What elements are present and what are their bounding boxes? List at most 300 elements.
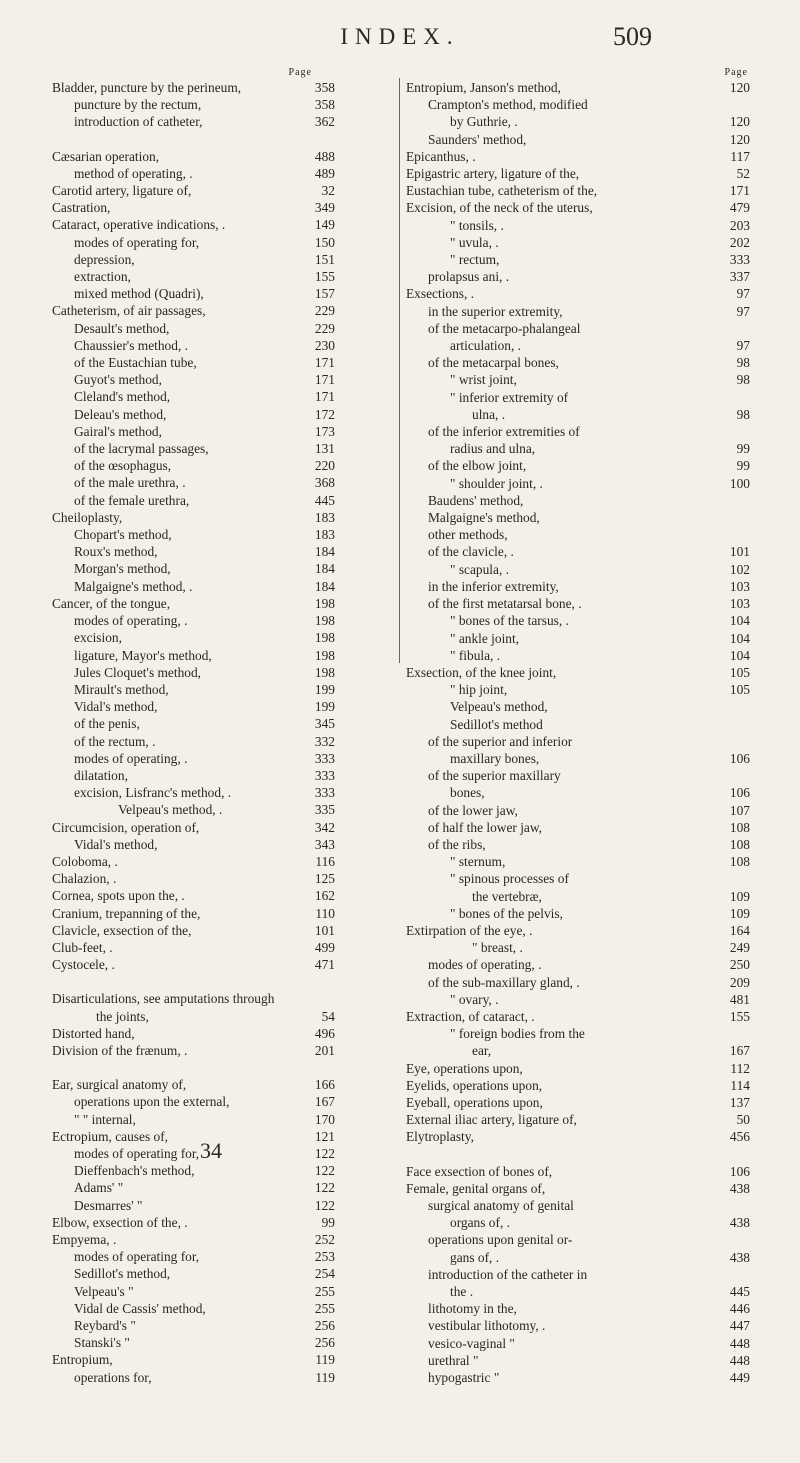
entry-text: modes of operating for, xyxy=(74,1249,200,1265)
entry-page-number: 448 xyxy=(729,1335,750,1351)
entry-page-number: 229 xyxy=(314,320,335,336)
entry-text: " bones of the pelvis, xyxy=(450,905,563,921)
entry-text: Eyelids, operations upon, xyxy=(406,1077,543,1093)
entry-text: Cranium, trepanning of the, xyxy=(52,905,201,921)
index-entry xyxy=(406,234,750,251)
entry-page-number: 445 xyxy=(729,1284,750,1300)
index-entry-list xyxy=(52,79,395,1386)
page-column-heading: Page xyxy=(724,67,748,78)
entry-text: of the œsophagus, xyxy=(74,458,172,474)
entry-text: vesico-vaginal " xyxy=(428,1335,515,1351)
entry-text: Clavicle, exsection of the, xyxy=(52,922,192,938)
entry-page-number: 116 xyxy=(315,853,335,869)
entry-page-number: 155 xyxy=(729,1008,750,1024)
entry-text: of the first metatarsal bone, . xyxy=(428,596,582,612)
entry-text: Exsections, . xyxy=(406,286,475,302)
index-entry xyxy=(52,1317,395,1334)
index-entry xyxy=(406,802,750,819)
entry-text: of the female urethra, xyxy=(74,492,190,508)
entry-page-number: 456 xyxy=(729,1129,750,1145)
index-entry xyxy=(406,974,750,991)
index-entry xyxy=(52,1300,395,1317)
entry-gap xyxy=(406,1146,750,1163)
entry-text: other methods, xyxy=(428,527,508,543)
entry-text: Vidal's method, xyxy=(74,699,158,715)
entry-page-number: 171 xyxy=(314,372,335,388)
entry-page-number: 167 xyxy=(729,1043,750,1059)
index-entry xyxy=(52,733,395,750)
index-column-left xyxy=(52,66,395,1386)
index-entry xyxy=(52,956,395,973)
entry-text: dilatation, xyxy=(74,767,128,783)
entry-text: " sternum, xyxy=(450,854,506,870)
entry-page-number: 255 xyxy=(314,1300,335,1316)
entry-page-number: 151 xyxy=(314,251,335,267)
entry-page-number: 249 xyxy=(729,940,750,956)
entry-text: Cheiloplasty, xyxy=(52,509,123,525)
index-entry xyxy=(52,836,395,853)
entry-page-number: 499 xyxy=(314,939,335,955)
entry-page-number: 349 xyxy=(314,200,335,216)
entry-page-number: 104 xyxy=(729,647,750,663)
index-entry xyxy=(406,819,750,836)
entry-page-number: 199 xyxy=(314,699,335,715)
entry-text: operations upon the external, xyxy=(74,1094,230,1110)
index-entry xyxy=(406,1266,750,1283)
entry-page-number: 104 xyxy=(729,630,750,646)
entry-text: ear, xyxy=(472,1043,492,1059)
entry-text: vestibular lithotomy, . xyxy=(428,1318,546,1334)
index-entry xyxy=(406,79,750,96)
index-entry xyxy=(52,1283,395,1300)
index-entry xyxy=(52,148,395,165)
entry-text: of the sub-maxillary gland, . xyxy=(428,974,580,990)
entry-text: Epicanthus, . xyxy=(406,148,476,164)
entry-page-number: 173 xyxy=(314,423,335,439)
index-entry xyxy=(406,1249,750,1266)
entry-text: Roux's method, xyxy=(74,544,158,560)
index-entry xyxy=(406,423,750,440)
index-entry xyxy=(52,526,395,543)
entry-text: " spinous processes of xyxy=(450,871,569,887)
entry-text: articulation, . xyxy=(450,338,522,354)
entry-page-number: 112 xyxy=(730,1060,750,1076)
entry-text: of the ribs, xyxy=(428,836,486,852)
index-entry xyxy=(406,199,750,216)
index-entry xyxy=(52,474,395,491)
entry-text: Extraction, of cataract, . xyxy=(406,1008,535,1024)
entry-page-number: 106 xyxy=(729,1163,750,1179)
signature-mark: 34 xyxy=(200,1138,222,1163)
entry-text: Carotid artery, ligature of, xyxy=(52,183,192,199)
entry-text: Disarticulations, see amputations through xyxy=(52,991,275,1007)
entry-text: bones, xyxy=(450,785,485,801)
entry-text: Desault's method, xyxy=(74,320,170,336)
index-entry xyxy=(52,612,395,629)
index-entry xyxy=(406,1197,750,1214)
entry-page-number: 108 xyxy=(729,854,750,870)
entry-text: " scapula, . xyxy=(450,561,510,577)
entry-text: Stanski's " xyxy=(74,1335,130,1351)
entry-page-number: 449 xyxy=(729,1370,750,1386)
index-entry xyxy=(52,79,395,96)
entry-page-number: 337 xyxy=(729,269,750,285)
index-entry xyxy=(52,1179,395,1196)
page-number: 509 xyxy=(613,22,652,51)
index-entry xyxy=(52,1008,395,1025)
index-entry xyxy=(406,131,750,148)
entry-text: Sedillot's method, xyxy=(74,1266,171,1282)
entry-page-number: 125 xyxy=(314,871,335,887)
column-divider xyxy=(399,78,400,663)
entry-page-number: 164 xyxy=(729,922,750,938)
entry-text: Elbow, exsection of the, . xyxy=(52,1214,188,1230)
index-entry xyxy=(52,922,395,939)
entry-text: " inferior extremity of xyxy=(450,389,569,405)
index-entry xyxy=(52,302,395,319)
index-entry xyxy=(52,1265,395,1282)
entry-text: Empyema, . xyxy=(52,1232,117,1247)
entry-page-number: 447 xyxy=(729,1318,750,1334)
index-entry xyxy=(406,784,750,801)
entry-page-number: 250 xyxy=(729,957,750,973)
entry-page-number: 183 xyxy=(314,527,335,543)
entry-text: of the male urethra, . xyxy=(74,475,186,491)
entry-page-number: 32 xyxy=(321,183,335,199)
index-entry xyxy=(52,509,395,526)
entry-page-number: 202 xyxy=(729,234,750,250)
index-entry xyxy=(52,1248,395,1265)
index-entry xyxy=(406,389,750,406)
entry-page-number: 122 xyxy=(314,1197,335,1213)
index-entry xyxy=(406,870,750,887)
entry-text: Vidal de Cassis' method, xyxy=(74,1300,206,1316)
entry-page-number: 119 xyxy=(315,1369,335,1385)
entry-page-number: 255 xyxy=(314,1283,335,1299)
index-entry xyxy=(52,457,395,474)
entry-text: puncture by the rectum, xyxy=(74,97,202,113)
entry-text: " rectum, xyxy=(450,252,500,268)
entry-page-number: 358 xyxy=(314,80,335,95)
index-entry xyxy=(52,560,395,577)
entry-text: Chalazion, . xyxy=(52,871,117,887)
entry-page-number: 256 xyxy=(314,1335,335,1351)
entry-page-number: 333 xyxy=(314,767,335,783)
entry-text: " breast, . xyxy=(472,940,523,956)
entry-page-number: 105 xyxy=(729,664,750,680)
entry-page-number: 358 xyxy=(314,97,335,113)
entry-page-number: 122 xyxy=(314,1145,335,1161)
entry-text: of the rectum, . xyxy=(74,733,156,749)
entry-text: modes of operating for, xyxy=(74,1145,200,1161)
index-entry xyxy=(52,492,395,509)
entry-page-number: 103 xyxy=(729,578,750,594)
index-entry xyxy=(52,268,395,285)
entry-page-number: 183 xyxy=(314,509,335,525)
entry-page-number: 103 xyxy=(729,596,750,612)
index-entry xyxy=(52,1351,395,1368)
entry-text: Elytroplasty, xyxy=(406,1129,474,1145)
entry-page-number: 199 xyxy=(314,681,335,697)
entry-gap xyxy=(52,1059,395,1076)
entry-page-number: 198 xyxy=(314,630,335,646)
entry-page-number: 170 xyxy=(314,1111,335,1127)
entry-text: Chopart's method, xyxy=(74,527,172,543)
entry-page-number: 343 xyxy=(314,836,335,852)
entry-page-number: 184 xyxy=(314,561,335,577)
entry-text: ligature, Mayor's method, xyxy=(74,647,212,663)
index-entry xyxy=(52,698,395,715)
entry-page-number: 108 xyxy=(729,836,750,852)
entry-page-number: 101 xyxy=(314,922,335,938)
entry-text: Cleland's method, xyxy=(74,389,171,405)
entry-text: extraction, xyxy=(74,269,131,285)
entry-page-number: 481 xyxy=(729,991,750,1007)
index-entry xyxy=(406,303,750,320)
index-entry xyxy=(406,1283,750,1300)
entry-page-number: 97 xyxy=(736,286,750,302)
entry-page-number: 254 xyxy=(314,1266,335,1282)
entry-text: Exsection, of the knee joint, xyxy=(406,664,557,680)
index-entry xyxy=(406,1317,750,1334)
index-entry xyxy=(406,905,750,922)
index-entry xyxy=(406,630,750,647)
entry-page-number: 99 xyxy=(321,1214,335,1230)
entry-text: of the Eustachian tube, xyxy=(74,355,197,371)
index-entry xyxy=(52,990,395,1007)
index-entry xyxy=(52,320,395,337)
index-entry xyxy=(52,182,395,199)
entry-page-number: 332 xyxy=(314,733,335,749)
index-entry xyxy=(52,1334,395,1351)
index-entry xyxy=(406,939,750,956)
entry-text: " wrist joint, xyxy=(450,372,517,388)
entry-text: Velpeau's " xyxy=(74,1283,134,1299)
entry-page-number: 171 xyxy=(729,183,750,199)
entry-page-number: 345 xyxy=(314,716,335,732)
index-entry xyxy=(52,681,395,698)
index-entry xyxy=(406,1369,750,1386)
index-entry xyxy=(52,96,395,113)
entry-page-number: 99 xyxy=(736,458,750,474)
index-entry xyxy=(406,1111,750,1128)
entry-text: Epigastric artery, ligature of the, xyxy=(406,166,580,182)
index-entry xyxy=(52,647,395,664)
index-entry xyxy=(406,991,750,1008)
entry-page-number: 448 xyxy=(729,1352,750,1368)
index-entry xyxy=(406,1008,750,1025)
entry-gap xyxy=(52,131,395,148)
entry-text: Bladder, puncture by the perineum, xyxy=(52,80,242,95)
entry-text: modes of operating, . xyxy=(74,750,188,766)
entry-text: Gairal's method, xyxy=(74,423,162,439)
entry-text: Chaussier's method, . xyxy=(74,337,188,353)
entry-text: urethral " xyxy=(428,1352,479,1368)
entry-page-number: 438 xyxy=(729,1180,750,1196)
index-entry xyxy=(406,371,750,388)
entry-page-number: 100 xyxy=(729,475,750,491)
entry-text: operations for, xyxy=(74,1369,152,1385)
entry-text: Ectropium, causes of, xyxy=(52,1128,169,1144)
entry-text: Female, genital organs of, xyxy=(406,1180,546,1196)
index-entry xyxy=(52,715,395,732)
entry-text: Guyot's method, xyxy=(74,372,162,388)
index-entry xyxy=(52,406,395,423)
entry-page-number: 335 xyxy=(314,802,335,818)
entry-text: " fibula, . xyxy=(450,647,501,663)
index-entry xyxy=(52,1214,395,1231)
entry-page-number: 198 xyxy=(314,647,335,663)
entry-text: excision, xyxy=(74,630,122,646)
index-entry xyxy=(406,148,750,165)
entry-text: Deleau's method, xyxy=(74,406,167,422)
entry-gap xyxy=(52,973,395,990)
index-entry xyxy=(406,836,750,853)
entry-page-number: 333 xyxy=(314,785,335,801)
entry-text: " uvula, . xyxy=(450,234,499,250)
entry-text: introduction of catheter, xyxy=(74,114,203,130)
entry-text: Castration, xyxy=(52,200,111,216)
index-entry xyxy=(406,1042,750,1059)
entry-page-number: 106 xyxy=(729,750,750,766)
entry-text: operations upon genital or- xyxy=(428,1232,573,1248)
entry-text: Cæsarian operation, xyxy=(52,148,160,164)
entry-page-number: 122 xyxy=(314,1163,335,1179)
entry-page-number: 120 xyxy=(729,80,750,95)
index-entry xyxy=(406,526,750,543)
entry-text: of the clavicle, . xyxy=(428,544,514,560)
entry-page-number: 198 xyxy=(314,613,335,629)
index-entry xyxy=(52,870,395,887)
entry-text: Velpeau's method, xyxy=(450,699,548,715)
entry-text: " bones of the tarsus, . xyxy=(450,613,569,629)
index-entry xyxy=(52,819,395,836)
index-entry xyxy=(52,1197,395,1214)
page-header xyxy=(0,22,800,62)
page-column-heading: Page xyxy=(288,67,312,78)
entry-page-number: 157 xyxy=(314,286,335,302)
entry-text: Malgaigne's method, xyxy=(428,510,540,526)
entry-page-number: 256 xyxy=(314,1318,335,1334)
entry-page-number: 119 xyxy=(315,1352,335,1368)
entry-text: of the lower jaw, xyxy=(428,802,518,818)
entry-text: Dieffenbach's method, xyxy=(74,1163,195,1179)
index-entry xyxy=(406,922,750,939)
entry-text: gans of, . xyxy=(450,1249,500,1265)
index-entry xyxy=(406,1060,750,1077)
entry-page-number: 438 xyxy=(729,1249,750,1265)
entry-text: Crampton's method, modified xyxy=(428,97,588,113)
entry-text: prolapsus ani, . xyxy=(428,269,510,285)
entry-page-number: 342 xyxy=(314,819,335,835)
entry-page-number: 98 xyxy=(736,372,750,388)
index-entry xyxy=(406,457,750,474)
entry-page-number: 201 xyxy=(314,1042,335,1058)
entry-text: Adams' " xyxy=(74,1180,124,1196)
index-entry xyxy=(52,578,395,595)
index-column-right xyxy=(406,66,750,1386)
index-entry xyxy=(406,561,750,578)
entry-page-number: 489 xyxy=(314,165,335,181)
index-entry xyxy=(406,285,750,302)
entry-text: mixed method (Quadri), xyxy=(74,286,204,302)
entry-text: of the superior and inferior xyxy=(428,733,573,749)
entry-text: maxillary bones, xyxy=(450,750,540,766)
index-entry xyxy=(406,888,750,905)
entry-text: Mirault's method, xyxy=(74,681,169,697)
index-entry xyxy=(406,1231,750,1248)
entry-page-number: 52 xyxy=(736,166,750,182)
entry-text: " ovary, . xyxy=(450,991,499,1007)
index-entry xyxy=(52,1145,395,1162)
entry-text: Saunders' method, xyxy=(428,131,527,147)
entry-text: " hip joint, xyxy=(450,682,508,698)
index-entry xyxy=(406,733,750,750)
index-entry xyxy=(406,96,750,113)
entry-page-number: 114 xyxy=(730,1077,750,1093)
entry-page-number: 162 xyxy=(314,888,335,904)
entry-text: modes of operating, . xyxy=(428,957,542,973)
entry-text: Catheterism, of air passages, xyxy=(52,303,206,319)
index-entry xyxy=(52,939,395,956)
entry-text: Jules Cloquet's method, xyxy=(74,664,202,680)
index-entry-list xyxy=(406,79,750,1386)
entry-page-number: 167 xyxy=(314,1094,335,1110)
index-entry xyxy=(406,698,750,715)
entry-text: radius and ulna, xyxy=(450,441,536,457)
index-entry xyxy=(406,1214,750,1231)
entry-text: External iliac artery, ligature of, xyxy=(406,1112,577,1128)
entry-text: Malgaigne's method, . xyxy=(74,578,193,594)
entry-text: Entropium, xyxy=(52,1352,113,1368)
entry-text: Ear, surgical anatomy of, xyxy=(52,1077,187,1093)
index-entry xyxy=(406,1128,750,1145)
entry-page-number: 230 xyxy=(314,337,335,353)
index-entry xyxy=(52,1111,395,1128)
entry-text: modes of operating for, xyxy=(74,234,200,250)
index-entry xyxy=(52,1128,395,1145)
entry-page-number: 117 xyxy=(730,148,750,164)
index-entry xyxy=(406,1025,750,1042)
entry-text: of the metacarpal bones, xyxy=(428,355,559,371)
entry-text: " tonsils, . xyxy=(450,217,504,233)
entry-page-number: 198 xyxy=(314,595,335,611)
entry-page-number: 97 xyxy=(736,303,750,319)
entry-text: of the inferior extremities of xyxy=(428,424,580,440)
entry-page-number: 150 xyxy=(314,234,335,250)
entry-page-number: 98 xyxy=(736,406,750,422)
entry-text: " ankle joint, xyxy=(450,630,520,646)
entry-page-number: 253 xyxy=(314,1249,335,1265)
entry-text: Circumcision, operation of, xyxy=(52,819,200,835)
entry-page-number: 333 xyxy=(314,750,335,766)
entry-text: of the elbow joint, xyxy=(428,458,527,474)
entry-page-number: 155 xyxy=(314,269,335,285)
entry-page-number: 107 xyxy=(729,802,750,818)
entry-page-number: 220 xyxy=(314,458,335,474)
entry-text: Desmarres' " xyxy=(74,1197,143,1213)
index-entry xyxy=(52,595,395,612)
entry-page-number: 171 xyxy=(314,389,335,405)
entry-text: Morgan's method, xyxy=(74,561,171,577)
entry-text: of the superior maxillary xyxy=(428,768,561,784)
entry-page-number: 203 xyxy=(729,217,750,233)
entry-page-number: 172 xyxy=(314,406,335,422)
entry-text: of the penis, xyxy=(74,716,140,732)
index-entry xyxy=(406,956,750,973)
index-entry xyxy=(406,1180,750,1197)
entry-text: by Guthrie, . xyxy=(450,114,518,130)
